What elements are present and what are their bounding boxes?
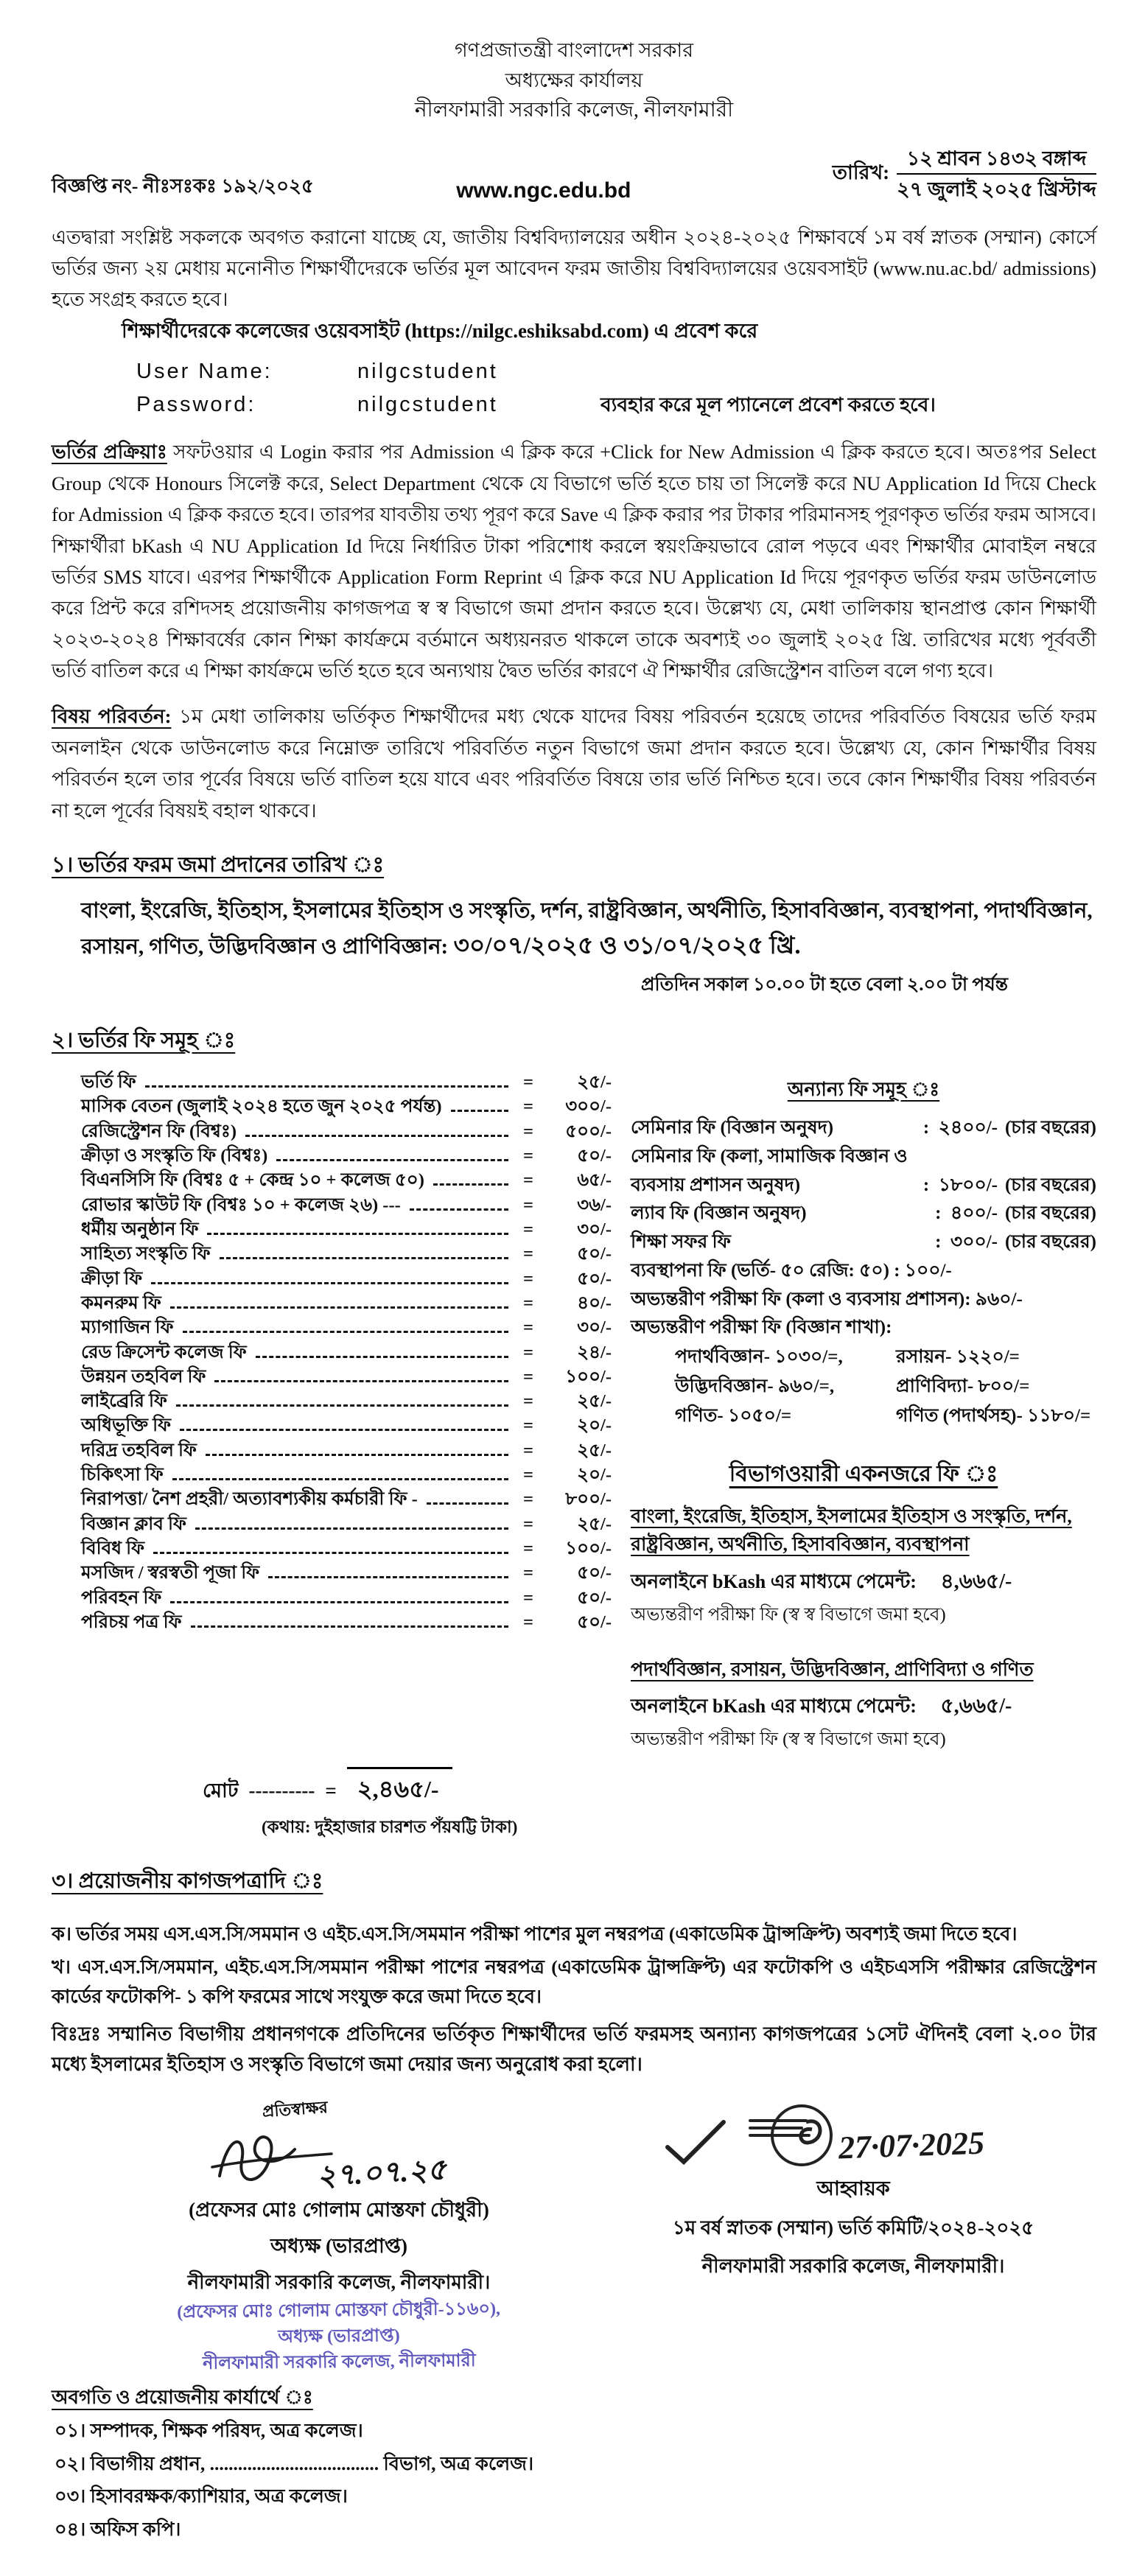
science-fee-left: গণিত- ১০৫০/= [675, 1406, 792, 1427]
fee-value: ৮০০/- [565, 1489, 612, 1510]
fee-leader-dashes [268, 1576, 508, 1578]
fee-equals: = [523, 1366, 533, 1387]
document-item: ক। ভর্তির সময় এস.এস.সি/সমমান ও এইচ.এস.সি/সমমান পরীক্ষা পাশের মুল নম্বরপত্র (একাডেমিক ট্রান্সক্রিপ্ট) অবশ্যই জমা দিতে হবে। [52, 1922, 1018, 1945]
distribution-item: ০৪। অফিস কপি। [55, 2519, 181, 2541]
fee-row [81, 1168, 612, 1192]
group2-amount: ৫,৬৬৫/- [940, 1694, 1012, 1718]
fee-label: দরিদ্র তহবিল ফি [81, 1440, 197, 1460]
fee-equals: = [523, 1513, 533, 1534]
process-body: সফটওয়ার এ Login করার পর Admission এ ক্লিক করে +Click for New Admission এ ক্লিক করতে হবে। অতঃপর Select Group থেকে Honours সিলেক্ট করে, Select Department থেকে যে বিভাগে ভর্তি হতে চায় তা সিলেক্ট করে NU Application Id দিয়ে Check for Admission এ ক্লিক করতে হবে। তারপর যাবতীয় তথ্য পূরণ করে Save এ ক্লিক করার পর টাকার পরিমানসহ পূরণকৃত ভর্তির ফরম আসবে। শিক্ষার্থীরা bKash এ NU Application Id দিয়ে নির্ধারিত টাকা পরিশোধ করলে স্বয়ংক্রিয়ভাবে রোল পড়বে এবং শিক্ষার্থীর মোবাইল নম্বরে ভর্তির SMS যাবে। এরপর শিক্ষার্থীকে Application Form Reprint এ ক্লিক করে NU Application Id দিয়ে পূরণকৃত ভর্তির ফরম ডাউনলোড করে প্রিন্ট করে রশিদসহ প্রয়োজনীয় কাগজপত্র স্ব স্ব বিভাগে জমা প্রদান করতে হবে। উল্লেখ্য যে, মেধা তালিকায় স্থানপ্রাপ্ত কোন শিক্ষার্থী ২০২৩-২০২৪ শিক্ষাবর্ষের কোন শিক্ষা কার্যক্রমে বর্তমানে অধ্যয়নরত থাকলে তাকে অবশ্যই ৩০ জুলাই ২০২৫ খ্রি. তারিখের মধ্যে পূর্ববর্তী ভর্তি বাতিল করে এ শিক্ষা কার্যক্রমে ভর্তি হতে হবে অন্যথায় দ্বৈত ভর্তির কারণে ঐ শিক্ষার্থীর রেজিস্ট্রেশন বাতিল বলে গণ্য হবে। [52, 441, 1096, 682]
fee-value: ৬৫/- [577, 1170, 612, 1191]
fee-equals: = [523, 1391, 533, 1412]
distribution-list [52, 2415, 1096, 2547]
fee-value: ২০/- [577, 1415, 612, 1436]
convener-college: নীলফামারী সরকারি কলেজ, নীলফামারী। [701, 2255, 1005, 2277]
group2-payment-label: অনলাইনে bKash এর মাধ্যমে পেমেন্ট: [631, 1695, 917, 1717]
science-fee-left: উদ্ভিদবিজ্ঞান- ৯৬০/=, [675, 1376, 835, 1397]
fee-equals: = [523, 1563, 533, 1583]
date-label: তারিখ: [832, 161, 890, 183]
stamp-college-line: নীলফামারী সরকারি কলেজ, নীলফামারী [202, 2351, 476, 2373]
checkmark-icon [662, 2116, 728, 2168]
fee-value: ৫০/- [577, 1244, 612, 1264]
memo-row [52, 145, 1096, 203]
section2-heading [52, 1023, 1096, 1060]
fee-leader-dashes [427, 1502, 508, 1505]
portal-line: শিক্ষার্থীদেরকে কলেজের ওয়েবসাইট (https://nilgc.eshiksabd.com) এ প্রবেশ করে [122, 320, 758, 343]
fee-list [52, 1070, 612, 1755]
other-fee-row [631, 1257, 1096, 1286]
date-block [833, 145, 1096, 203]
fee-row [81, 1315, 612, 1340]
other-fee-row [631, 1228, 1096, 1257]
password-line [136, 388, 1096, 421]
section3-title: ৩। প্রয়োজনীয় কাগজপত্রাদি ঃ [52, 1869, 323, 1893]
stamp-name-line: (প্রফেসর মোঃ গোলাম মোস্তফা চৌধুরী-১১৬০), [177, 2299, 501, 2323]
fee-equals: = [523, 1539, 533, 1559]
username-line [136, 355, 1096, 388]
other-fee-row [631, 1172, 1096, 1200]
fee-leader-dashes [451, 1110, 509, 1112]
fee-equals: = [523, 1465, 533, 1485]
fee-equals: = [523, 1587, 533, 1608]
other-fee-note: (চার বছরের) [1004, 1232, 1096, 1253]
fee-row [81, 1365, 612, 1389]
fee-value: ৩৬/- [577, 1194, 612, 1215]
fee-equals: = [523, 1317, 533, 1338]
other-fees-column [631, 1070, 1096, 1755]
principal-stamp [95, 2295, 582, 2377]
section1-dates: ৩০/০৭/২০২৫ ও ৩১/০৭/২০২৫ খ্রি. [453, 932, 801, 959]
fee-equals: = [523, 1342, 533, 1362]
fee-leader-dashes [220, 1257, 508, 1259]
fee-value: ২৫/- [577, 1391, 612, 1412]
other-fee-row [631, 1200, 1096, 1228]
fee-label: ক্রীড়া ও সংস্কৃতি ফি (বিশ্বঃ) [81, 1146, 268, 1166]
other-fee-note: (চার বছরের) [1004, 1118, 1096, 1138]
fee-leader-dashes [276, 1159, 508, 1161]
fee-label: লাইব্রেরি ফি [81, 1391, 167, 1412]
date-fraction [897, 145, 1096, 203]
fee-leader-dashes [153, 1552, 508, 1554]
fee-label: ভর্তি ফি [81, 1072, 136, 1093]
fee-row [81, 1536, 612, 1561]
fee-equals: = [523, 1292, 533, 1313]
fee-row [81, 1242, 612, 1266]
other-fee-value: : ২৪০০/- [922, 1118, 998, 1138]
fee-row [81, 1487, 612, 1511]
fee-value: ২৫/- [577, 1440, 612, 1460]
distribution-item: ০১। সম্পাদক, শিক্ষক পরিষদ, অত্র কলেজ। [55, 2420, 363, 2442]
subject-change-paragraph [52, 701, 1096, 826]
fee-label: রেড ক্রিসেন্ট কলেজ ফি [81, 1342, 247, 1362]
fee-row [81, 1340, 612, 1365]
fee-row [81, 1119, 612, 1144]
fee-label: মাসিক বেতন (জুলাই ২০২৪ হতে জুন ২০২৫ পর্যন্ত) [81, 1096, 442, 1117]
fee-row [81, 1193, 612, 1217]
fee-label: নিরাপত্তা/ নৈশ প্রহরী/ অত্যাবশ্যকীয় কর্মচারী ফি - [81, 1489, 418, 1510]
fee-row [81, 1070, 612, 1094]
fee-equals: = [523, 1121, 533, 1141]
fee-value: ৩০/- [577, 1219, 612, 1239]
fee-row [81, 1463, 612, 1487]
principal-signature-area [96, 2124, 582, 2195]
credentials-suffix: ব্যবহার করে মূল প্যানেলে প্রবেশ করতে হবে। [600, 393, 936, 416]
fee-value: ৫০/- [577, 1146, 612, 1166]
fee-label: অধিভূক্তি ফি [81, 1415, 172, 1436]
fee-value: ৪০/- [577, 1292, 612, 1313]
fee-leader-dashes [195, 1527, 508, 1530]
fee-value: ৩০/- [577, 1317, 612, 1338]
science-fee-left: পদার্থবিজ্ঞান- ১০৩০/=, [675, 1347, 843, 1368]
science-fee-row [631, 1343, 1096, 1372]
document-item: খ। এস.এস.সি/সমমান, এইচ.এস.সি/সমমান পরীক্ষা পাশের নম্বরপত্র (একাডেমিক ট্রান্সক্রিপ্ট) এর ফটোকপি ও এইচএসসি পরীক্ষার রেজিস্ট্রেশন কার্ডের ফটোকপি- ১ কপি ফরমের সাথে সংযুক্ত করে জমা দিতে হবে। [52, 1956, 1096, 2008]
intro-paragraph: এতদ্বারা সংশ্লিষ্ট সকলকে অবগত করানো যাচ্ছে যে, জাতীয় বিশ্ববিদ্যালয়ের অধীন ২০২৪-২০২৫ শিক্ষাবর্ষে ১ম বর্ষ স্নাতক (সম্মান) কোর্সে ভর্তির জন্য ২য় মেধায় মনোনীত শিক্ষার্থীদেরকে ভর্তির মূল আবেদন ফরম জাতীয় বিশ্ববিদ্যালয়ের ওয়েবসাইট (www.nu.ac.bd/ admissions) হতে সংগ্রহ করতে হবে। [52, 225, 1096, 310]
fee-value: ২৫/- [577, 1513, 612, 1534]
fee-equals: = [523, 1096, 533, 1117]
fee-equals: = [523, 1489, 533, 1510]
subject-change-title: বিষয় পরিবর্তন: [52, 705, 172, 728]
fee-label: রোভার স্কাউট ফি (বিশ্বঃ ১০ + কলেজ ২৬) --- [81, 1194, 401, 1215]
credentials-block [136, 355, 1096, 421]
other-fee-row [631, 1143, 1096, 1172]
section1-subject-list: বাংলা, ইংরেজি, ইতিহাস, ইসলামের ইতিহাস ও সংস্কৃতি, দর্শন, রাষ্ট্রবিজ্ঞান, অর্থনীতি, হিসাববিজ্ঞান, ব্যবস্থাপনা, পদার্থবিজ্ঞান, রসায়ন, গণিত, উদ্ভিদবিজ্ঞান ও প্রাণিবিজ্ঞান: [81, 899, 1093, 959]
fee-leader-dashes [145, 1085, 508, 1088]
college-name: নীলফামারী সরকারি কলেজ, নীলফামারী [414, 99, 734, 122]
principal-signature-block [96, 2097, 582, 2375]
fee-equals: = [523, 1440, 533, 1460]
deptwise-group1-subjects: বাংলা, ইংরেজি, ইতিহাস, ইসলামের ইতিহাস ও সংস্কৃতি, দর্শন, রাষ্ট্রবিজ্ঞান, অর্থনীতি, হিসাববিজ্ঞান, ব্যবস্থাপনা [631, 1505, 1072, 1555]
section1-time-note: প্রতিদিন সকাল ১০.০০ টা হতে বেলা ২.০০ টা পর্যন্ত [640, 975, 1008, 995]
fee-value: ১০০/- [565, 1366, 612, 1387]
science-fee-right: প্রাণিবিদ্যা- ৮০০/= [896, 1376, 1030, 1397]
section1-subjects [81, 895, 1096, 965]
fee-label: মসজিদ / স্বরস্বতী পূজা ফি [81, 1563, 260, 1583]
other-fee-row [631, 1314, 1096, 1343]
fee-equals: = [523, 1611, 533, 1632]
principal-title: অধ্যক্ষ (ভারপ্রাপ্ত) [270, 2234, 407, 2257]
fee-leader-dashes [191, 1625, 508, 1628]
fee-label: ধর্মীয় অনুষ্ঠান ফি [81, 1219, 199, 1239]
fee-row [81, 1267, 612, 1291]
fee-leader-dashes [206, 1454, 508, 1456]
date-bangla: ১২ শ্রাবন ১৪৩২ বঙ্গাব্দ [897, 145, 1096, 175]
group1-payment-label: অনলাইনে bKash এর মাধ্যমে পেমেন্ট: [631, 1570, 917, 1592]
distribution-section [52, 2382, 1096, 2547]
other-fee-row [631, 1286, 1096, 1315]
fee-label: রেজিস্ট্রেশন ফি (বিশ্বঃ) [81, 1121, 237, 1141]
fee-leader-dashes [245, 1135, 508, 1137]
fee-value: ৫০/- [577, 1587, 612, 1608]
fee-leader-dashes [170, 1306, 508, 1309]
fee-equals: = [523, 1072, 533, 1093]
fee-label: বিএনসিসি ফি (বিশ্বঃ ৫ + কেন্দ্র ১০ + কলেজ ৫০) [81, 1170, 424, 1191]
science-exam-fees [631, 1343, 1096, 1431]
fee-equals: = [523, 1219, 533, 1239]
signature-row [52, 2097, 1096, 2375]
science-fee-right: রসায়ন- ১২২০/= [896, 1347, 1020, 1368]
password-value: nilgcstudent [357, 393, 498, 417]
fee-row [81, 1438, 612, 1463]
other-fee-label: শিক্ষা সফর ফি [631, 1232, 731, 1253]
total-equals: = [325, 1779, 337, 1802]
website-url: www.ngc.edu.bd [456, 178, 631, 203]
group1-amount: ৪,৬৬৫/- [940, 1569, 1012, 1593]
username-value: nilgcstudent [357, 360, 498, 384]
fee-row [81, 1291, 612, 1315]
section1-title: ১। ভর্তির ফরম জমা প্রদানের তারিখ ঃ [52, 853, 385, 878]
total-dashes: ---------- [248, 1779, 315, 1802]
section1-heading [52, 848, 1096, 884]
total-in-words: (কথায়: দুইহাজার চারশত পঁয়ষট্টি টাকা) [262, 1817, 518, 1836]
convener-role: আহ্বায়ক [816, 2177, 890, 2199]
fee-value: ৫০০/- [565, 1121, 612, 1141]
fee-row [81, 1094, 612, 1119]
fee-value: ৫০/- [577, 1563, 612, 1583]
fee-equals: = [523, 1146, 533, 1166]
fee-label: চিকিৎসা ফি [81, 1465, 164, 1485]
fee-equals: = [523, 1194, 533, 1215]
process-title: ভর্তির প্রক্রিয়াঃ [52, 441, 167, 463]
fee-value: ২০/- [577, 1465, 612, 1485]
fee-value: ৩০০/- [565, 1096, 612, 1117]
fee-value: ২৪/- [577, 1342, 612, 1362]
fee-equals: = [523, 1415, 533, 1436]
other-fee-label: অভ্যন্তরীণ পরীক্ষা ফি (বিজ্ঞান শাখা): [631, 1317, 892, 1338]
stamp-title-line: অধ্যক্ষ (ভারপ্রাপ্ত) [278, 2325, 400, 2347]
deptwise-spacer [631, 1631, 1096, 1656]
memo-number: বিজ্ঞপ্তি নং- নীঃসঃকঃ ১৯২/২০২৫ [52, 175, 314, 197]
note-paragraph: বিঃদ্রঃ সম্মানিত বিভাগীয় প্রধানগণকে প্রতিদিনের ভর্তিকৃত শিক্ষার্থীদের ভর্তি ফরমসহ অন্যান্য কাগজপত্রের ১সেট ঐদিনই বেলা ২.০০ টার মধ্যে ইসলামের ইতিহাস ও সংস্কৃতি বিভাগে জমা দেয়ার জন্য অনুরোধ করা হলো। [52, 2023, 1096, 2075]
fee-equals: = [523, 1170, 533, 1191]
fee-row [81, 1586, 612, 1610]
fee-leader-dashes [183, 1331, 508, 1333]
fee-row [81, 1561, 612, 1585]
fee-leader-dashes [410, 1208, 508, 1211]
fee-row [81, 1413, 612, 1438]
fees-section [52, 1070, 1096, 1755]
total-label: মোট [203, 1779, 239, 1802]
fee-value: ৫০/- [577, 1611, 612, 1632]
committee-line: ১ম বর্ষ স্নাতক (সম্মান) ভর্তি কমিটি/২০২৪-২০২৫ [672, 2216, 1034, 2239]
other-fee-value: : ৪০০/- [935, 1203, 998, 1224]
letterhead [52, 35, 1096, 126]
fee-equals: = [523, 1268, 533, 1289]
science-fee-row [631, 1401, 1096, 1431]
fee-value: ৫০/- [577, 1268, 612, 1289]
fee-label: ম্যাগাজিন ফি [81, 1317, 174, 1338]
fee-row [81, 1217, 612, 1242]
countersign-label: প্রতিস্বাক্ষর [261, 2097, 329, 2121]
other-fee-label: সেমিনার ফি (বিজ্ঞান অনুষদ) [631, 1118, 834, 1138]
fee-label: উন্নয়ন তহবিল ফি [81, 1366, 206, 1387]
fee-leader-dashes [180, 1429, 508, 1431]
total-row [203, 1767, 1096, 1810]
other-fee-value: : ১৮০০/- [922, 1175, 998, 1195]
science-fee-right: গণিত (পদার্থসহ)- ১১৮০/= [896, 1406, 1091, 1427]
distribution-item: ০২। বিভাগীয় প্রধান, .................................... বিভাগ, অত্র কলেজ। [55, 2452, 534, 2474]
password-label: Password: [136, 393, 256, 417]
fee-row [81, 1512, 612, 1536]
fee-value: ২৫/- [577, 1072, 612, 1093]
office-line: অধ্যক্ষের কার্যালয় [505, 69, 643, 91]
distribution-title: অবগতি ও প্রয়োজনীয় কার্যার্থে ঃ [52, 2387, 313, 2409]
other-fees-title: অন্যান্য ফি সমূহ ঃ [787, 1079, 940, 1101]
signature-date-handwritten: ২৭.০৭.২৫ [315, 2152, 447, 2193]
date-gregorian: ২৭ জুলাই ২০২৫ খ্রিস্টাব্দ [897, 178, 1096, 201]
fee-leader-dashes [207, 1233, 508, 1235]
fee-leader-dashes [170, 1601, 508, 1603]
deptwise-section [631, 1456, 1096, 1755]
other-fee-label: ব্যবস্থাপনা ফি (ভর্তি- ৫০ রেজি: ৫০) : ১০০/- [631, 1260, 952, 1281]
convener-date-handwritten: 27·07·2025 [838, 2124, 985, 2166]
other-fee-label: ল্যাব ফি (বিজ্ঞান অনুষদ) [631, 1203, 807, 1224]
fee-leader-dashes [176, 1404, 508, 1407]
fee-label: কমনরুম ফি [81, 1292, 161, 1313]
subject-change-body: ১ম মেধা তালিকায় ভর্তিকৃত শিক্ষার্থীদের মধ্য থেকে যাদের বিষয় পরিবর্তন হয়েছে তাদের পরিবর্তিত বিষয়ের ভর্তি ফরম অনলাইন থেকে ডাউনলোড করে নিম্নোক্ত তারিখে পরিবর্তিত নতুন বিভাগে জমা প্রদান করতে হবে। উল্লেখ্য যে, কোন শিক্ষার্থীর বিষয় পরিবর্তন হলে তার পূর্বের বিষয়ে ভর্তি বাতিল হয়ে যাবে এবং পরিবর্তিত বিষয়ে তার ভর্তি নিশ্চিত হবে। তবে কোন শিক্ষার্থীর বিষয় পরিবর্তন না হলে পূর্বের বিষয়ই বহাল থাকবে। [52, 705, 1097, 822]
principal-name: (প্রফেসর মোঃ গোলাম মোস্তফা চৌধুরী) [189, 2198, 489, 2221]
fee-leader-dashes [433, 1183, 508, 1186]
fee-leader-dashes [256, 1356, 508, 1358]
fee-leader-dashes [214, 1380, 508, 1382]
principal-college: নীলফামারী সরকারি কলেজ, নীলফামারী। [187, 2271, 491, 2293]
fee-equals: = [523, 1244, 533, 1264]
fee-label: বিজ্ঞান ক্লাব ফি [81, 1513, 186, 1534]
deptwise-group2-subjects: পদার্থবিজ্ঞান, রসায়ন, উদ্ভিদবিজ্ঞান, প্রাণিবিদ্যা ও গণিত [631, 1658, 1034, 1680]
convener-signature-area [617, 2097, 1089, 2178]
username-label: User Name: [136, 360, 273, 384]
fee-row [81, 1144, 612, 1168]
fee-leader-dashes [172, 1478, 508, 1480]
distribution-item: ০৩। হিসাবরক্ষক/ক্যাশিয়ার, অত্র কলেজ। [55, 2485, 348, 2507]
fee-label: বিবিধ ফি [81, 1539, 145, 1559]
deptwise-title: বিভাগওয়ারী একনজরে ফি ঃ [729, 1462, 998, 1487]
deptwise-group1-payment [631, 1565, 1096, 1600]
other-fees-list [631, 1114, 1096, 1343]
fee-label: সাহিত্য সংস্কৃতি ফি [81, 1244, 211, 1264]
fee-label: পরিচয় পত্র ফি [81, 1611, 182, 1632]
other-fee-note: (চার বছরের) [1004, 1175, 1096, 1195]
fee-leader-dashes [151, 1282, 508, 1284]
fee-value: ১০০/- [565, 1539, 612, 1559]
convener-signature-block [617, 2097, 1089, 2375]
convener-scribble-icon [735, 2097, 853, 2178]
deptwise-group1-note: অভ্যন্তরীণ পরীক্ষা ফি (স্ব স্ব বিভাগে জমা হবে) [631, 1604, 946, 1625]
fee-label: পরিবহন ফি [81, 1587, 162, 1608]
other-fee-note: (চার বছরের) [1004, 1203, 1096, 1224]
process-paragraph [52, 436, 1096, 686]
fee-label: ক্রীড়া ফি [81, 1268, 143, 1289]
documents-list [52, 1919, 1096, 2012]
section2-title: ২। ভর্তির ফি সমূহ ঃ [52, 1029, 236, 1053]
fee-row [81, 1389, 612, 1413]
government-line: গণপ্রজাতন্ত্রী বাংলাদেশ সরকার [454, 39, 694, 61]
other-fee-row [631, 1114, 1096, 1143]
deptwise-group2-payment [631, 1690, 1096, 1724]
other-fee-label: অভ্যন্তরীণ পরীক্ষা ফি (কলা ও ব্যবসায় প্রশাসন): ৯৬০/- [631, 1289, 1023, 1309]
deptwise-group2-note: অভ্যন্তরীণ পরীক্ষা ফি (স্ব স্ব বিভাগে জমা হবে) [631, 1729, 946, 1749]
other-fee-label: ব্যবসায় প্রশাসন অনুষদ) [631, 1175, 801, 1195]
other-fee-value: : ৩০০/- [935, 1232, 998, 1253]
total-value: ২,৪৬৫/- [347, 1767, 452, 1810]
science-fee-row [631, 1372, 1096, 1401]
fee-row [81, 1610, 612, 1634]
other-fee-label: সেমিনার ফি (কলা, সামাজিক বিজ্ঞান ও [631, 1146, 908, 1166]
section3-heading [52, 1864, 1096, 1900]
